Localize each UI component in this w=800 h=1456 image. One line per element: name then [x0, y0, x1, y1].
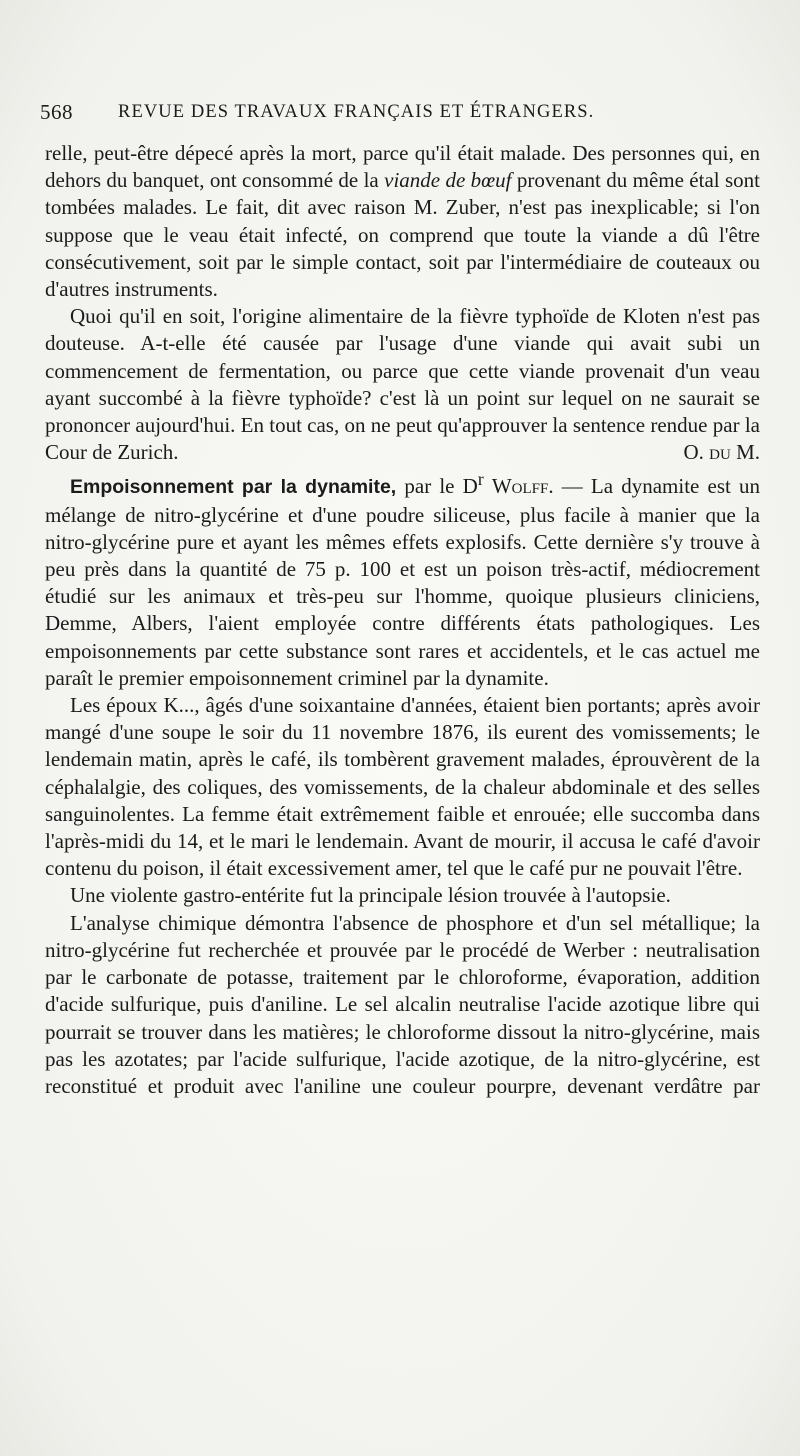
article-dynamite: Empoisonnement par la dynamite, par le $D^r$ Wolff. — La dynamite est un mélange de nitro-glycérine et d'une poudre siliceuse, plus facile à manier que la nitro-glycérine pure et ayant les mêmes effets explosifs. Cette dernière s'y trouve à peu près dans la quantité de 75 p. 100 et est un poison très-actif, médiocrement étudié sur les animaux et très-peu sur l'homme, quoique plusieurs cliniciens, Demme, Albers, l'aient employée contre différents états pathologiques. Les empoisonnements par cette substance sont rares et accidentels, et le cas actuel me paraît le premier empoisonnement criminel par la dynamite.	[45, 469, 761, 690]
paragraph-continuation: relle, peut-être dépecé après la mort, parce qu'il était malade. Des personnes qui, en dehors du banquet, ont consommé de la viande de bœuf provenant du même étal sont tombées malades. Le fait, dit avec raison M. Zuber, n'est pas inexplicable; si l'on suppose que le veau était infecté, on comprend que toute la viande a dû l'être consécutivement, soit par le simple contact, soit par l'intermédiaire de couteaux ou d'autres instruments.	[45, 141, 760, 302]
paragraph-conclusion: Quoi qu'il en soit, l'origine alimentaire de la fièvre typhoïde de Kloten n'est pas douteuse. A-t-elle été causée par l'usage d'une viande qui avait subi un commencement de fermentation, ou parce que cette viande provenait d'un veau ayant succombé à la fièvre typhoïde? c'est là un point sur lequel on ne saurait se prononcer aujourd'hui. En tout cas, on ne peut qu'approuver la sentence rendue par la Cour de Zurich. O. du M.	[45, 303, 760, 466]
article-title: Empoisonnement par la dynamite,	[70, 476, 397, 499]
paragraph-case: Les époux K..., âgés d'une soixantaine d'années, étaient bien portants; après avoir mangé d'une soupe le soir du 11 novembre 1876, ils eurent des vomissements; le lendemain matin, après le café, ils tombèrent gravement malades, éprouvèrent de la céphalalgie, des coliques, des vomissements, de la chaleur abdominale et des selles sanguinolentes. La femme était extrêmement faible et enrouée; elle succomba dans l'après-midi du 14, et le mari le lendemain. Avant de mourir, il accusa le café d'avoir contenu du poison, il était excessivement amer, tel que le café pur ne pouvait l'être.	[45, 693, 760, 881]
signature: O. du M.	[683, 440, 760, 465]
paragraph-analysis: L'analyse chimique démontra l'absence de phosphore et d'un sel métallique; la nitro-glycérine fut recherchée et prouvée par le procédé de Werber : neutralisation par le carbonate de potasse, traitement par le chloroforme, évaporation, addition d'acide sulfurique, puis d'aniline. Le sel alcalin neutralise l'acide azotique libre qui pourrait se trouver dans les matières; le chloroforme dissout la nitro-glycérine, mais pas les azotates; par l'acide sulfurique, l'acide azotique, de la nitro-glycérine, est reconstitué et produit avec l'aniline une couleur pourpre, devenant verdâtre par	[45, 910, 760, 1098]
page-number: 568	[40, 100, 73, 124]
italic-term: viande de bœuf	[384, 168, 512, 193]
page-header	[40, 100, 760, 130]
running-title: REVUE DES TRAVAUX FRANÇAIS ET ÉTRANGERS.	[118, 102, 595, 122]
article-author: Wolff	[491, 474, 549, 499]
paragraph-autopsy: Une violente gastro-entérite fut la principale lésion trouvée à l'autopsie.	[70, 883, 671, 908]
body-text	[45, 140, 760, 1100]
